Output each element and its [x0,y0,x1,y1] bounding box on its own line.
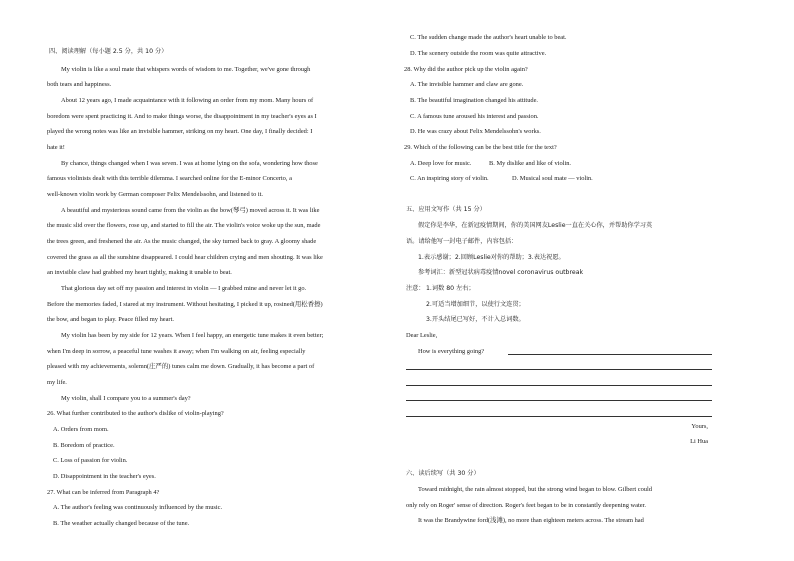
writing-line [406,416,712,417]
passage-line: when I'm deep in sorrow, a peaceful tune washes it away; when I'm walking on air, feeling especially [47,348,306,355]
section5-prompt-line: 语。请给他写一封电子邮件，内容包括： [406,238,518,245]
question-27: 27. What can be inferred from Paragraph 4? [47,489,160,496]
passage-line: My violin is like a soul mate that whispers words of wisdom to me. Together, we've gone through [61,66,311,73]
passage-line: well-known violin work by German composer Felix Mendelssohn, and listened to it. [47,191,264,198]
q28-option-c: C. A famous tune aroused his interest and passion. [410,113,539,120]
letter-opening: How is everything going? [418,348,485,355]
q28-option-a: A. The invisible hammer and claw are gone. [410,81,524,88]
question-28: 28. Why did the author pick up the violin again? [404,66,528,73]
passage-line: Before the memories faded, I stared at my instrument. Without hesitating, I picked it up, rosined(用松香擦) [47,301,323,308]
letter-greeting: Dear Leslie, [406,332,438,339]
q26-option-d: D. Disappointment in the teacher's eyes. [53,473,156,480]
section5-prompt-line: 1.表示感谢；2.回顾Leslie对你的帮助；3.表达祝愿。 [418,254,565,261]
note-item: 2.可适当增加细节，以使行文连贯； [426,301,525,308]
writing-line [406,369,712,370]
q27-option-c: C. The sudden change made the author's heart unable to beat. [410,34,567,41]
q29-option-a: A. Deep love for music. [410,160,472,167]
q27-option-a: A. The author's feeling was continuously influenced by the music. [53,504,223,511]
q28-option-d: D. He was crazy about Felix Mendelssohn's works. [410,128,541,135]
section6-text-line: It was the Brandywine ford(浅滩), no more than eighteen meters across. The stream had [418,517,644,524]
q28-option-b: B. The beautiful imagination changed his attitude. [410,97,539,104]
q27-option-b: B. The weather actually changed because of the tune. [53,520,190,527]
passage-line: My violin, shall I compare you to a summer's day? [61,395,191,402]
q29-option-b: B. My dislike and like of violin. [489,160,572,167]
passage-line: an invisible claw had grabbed my heart tightly, making it unable to beat. [47,269,232,276]
passage-line: That glorious day set off my passion and interest in violin — I grabbed mine and never let it go. [61,285,307,292]
writing-line [406,400,712,401]
question-26: 26. What further contributed to the author's dislike of violin-playing? [47,410,224,417]
passage-line: hate it! [47,144,65,151]
passage-line: my life. [47,379,67,386]
note-item: 3.开头结尾已写好，不计入总词数。 [426,316,525,323]
passage-line: played the wrong notes was like an invisible hammer, striking on my heart. One day, I finally decided: I [47,128,313,135]
passage-line: boredom were spent practicing it. And to make things worse, the disappointment in my teacher's eyes as I [47,113,317,120]
q26-option-a: A. Orders from mom. [53,426,109,433]
q26-option-b: B. Boredom of practice. [53,442,115,449]
section6-text-line: Toward midnight, the rain almost stopped, but the strong wind began to blow. Gilbert could [418,486,652,493]
passage-line: the music slid over the flowers, rose up, and started to fill the air. The violin's voice woke up the sun, made [47,222,321,229]
q29-option-c: C. An inspiring story of violin. [410,175,489,182]
writing-line [508,354,712,355]
section6-text-line: only rely on Roger' sense of direction. Roger's feet began to be in constantly deepening water. [406,502,646,509]
section5-prompt-line: 假定你是李华，在新冠疫情期间，你的美国网友Leslie一直在关心你，并帮助你学习英 [418,222,653,229]
passage-line: both tears and happiness. [47,81,112,88]
section4-heading: 四、阅读理解（每小题 2.5 分，共 10 分） [49,48,168,55]
question-29: 29. Which of the following can be the best title for the text? [404,144,557,151]
passage-line: By chance, things changed when I was seven. I was at home lying on the sofa, wondering how those [61,160,318,167]
passage-line: My violin has been by my side for 12 years. When I feel happy, an energetic tune makes it even better; [61,332,324,339]
q26-option-c: C. Loss of passion for violin. [53,457,128,464]
writing-line [406,385,712,386]
passage-line: covered the grass as all the sunshine disappeared. I could hear children crying and men shouting. It was like [47,254,323,261]
section5-prompt-line: 参考词汇：新型冠状病毒疫情novel coronavirus outbreak [418,269,584,276]
section5-heading: 五、应用文写作（共 15 分） [406,206,486,213]
letter-closing: Yours, [691,423,708,430]
passage-line: About 12 years ago, I made acquaintance with it following an order from my mom. Many hours of [61,97,314,104]
q29-option-d: D. Musical soul mate — violin. [512,175,593,182]
note-item: 1.词数 80 左右； [426,285,475,292]
section6-heading: 六、读后续写（共 30 分） [406,470,480,477]
passage-line: pleased with my achievements, solemn(庄严的) tunes calm me down. Gradually, it has become a part of [47,363,315,370]
letter-signature: Li Hua [690,438,708,445]
passage-line: A beautiful and mysterious sound came from the violin as the bow(琴弓) moved across it. It was like [61,207,320,214]
passage-line: the bow, and began to play. Peace filled my heart. [47,316,174,323]
notes-label: 注意： [406,285,425,292]
q27-option-d: D. The scenery outside the room was quite attractive. [410,50,547,57]
passage-line: the trees green, and freshened the air. As the music changed, the sky turned back to gray. A gloomy shade [47,238,317,245]
passage-line: famous violinists dealt with this terrible dilemma. I searched online for the E-minor Concerto, a [47,175,292,182]
